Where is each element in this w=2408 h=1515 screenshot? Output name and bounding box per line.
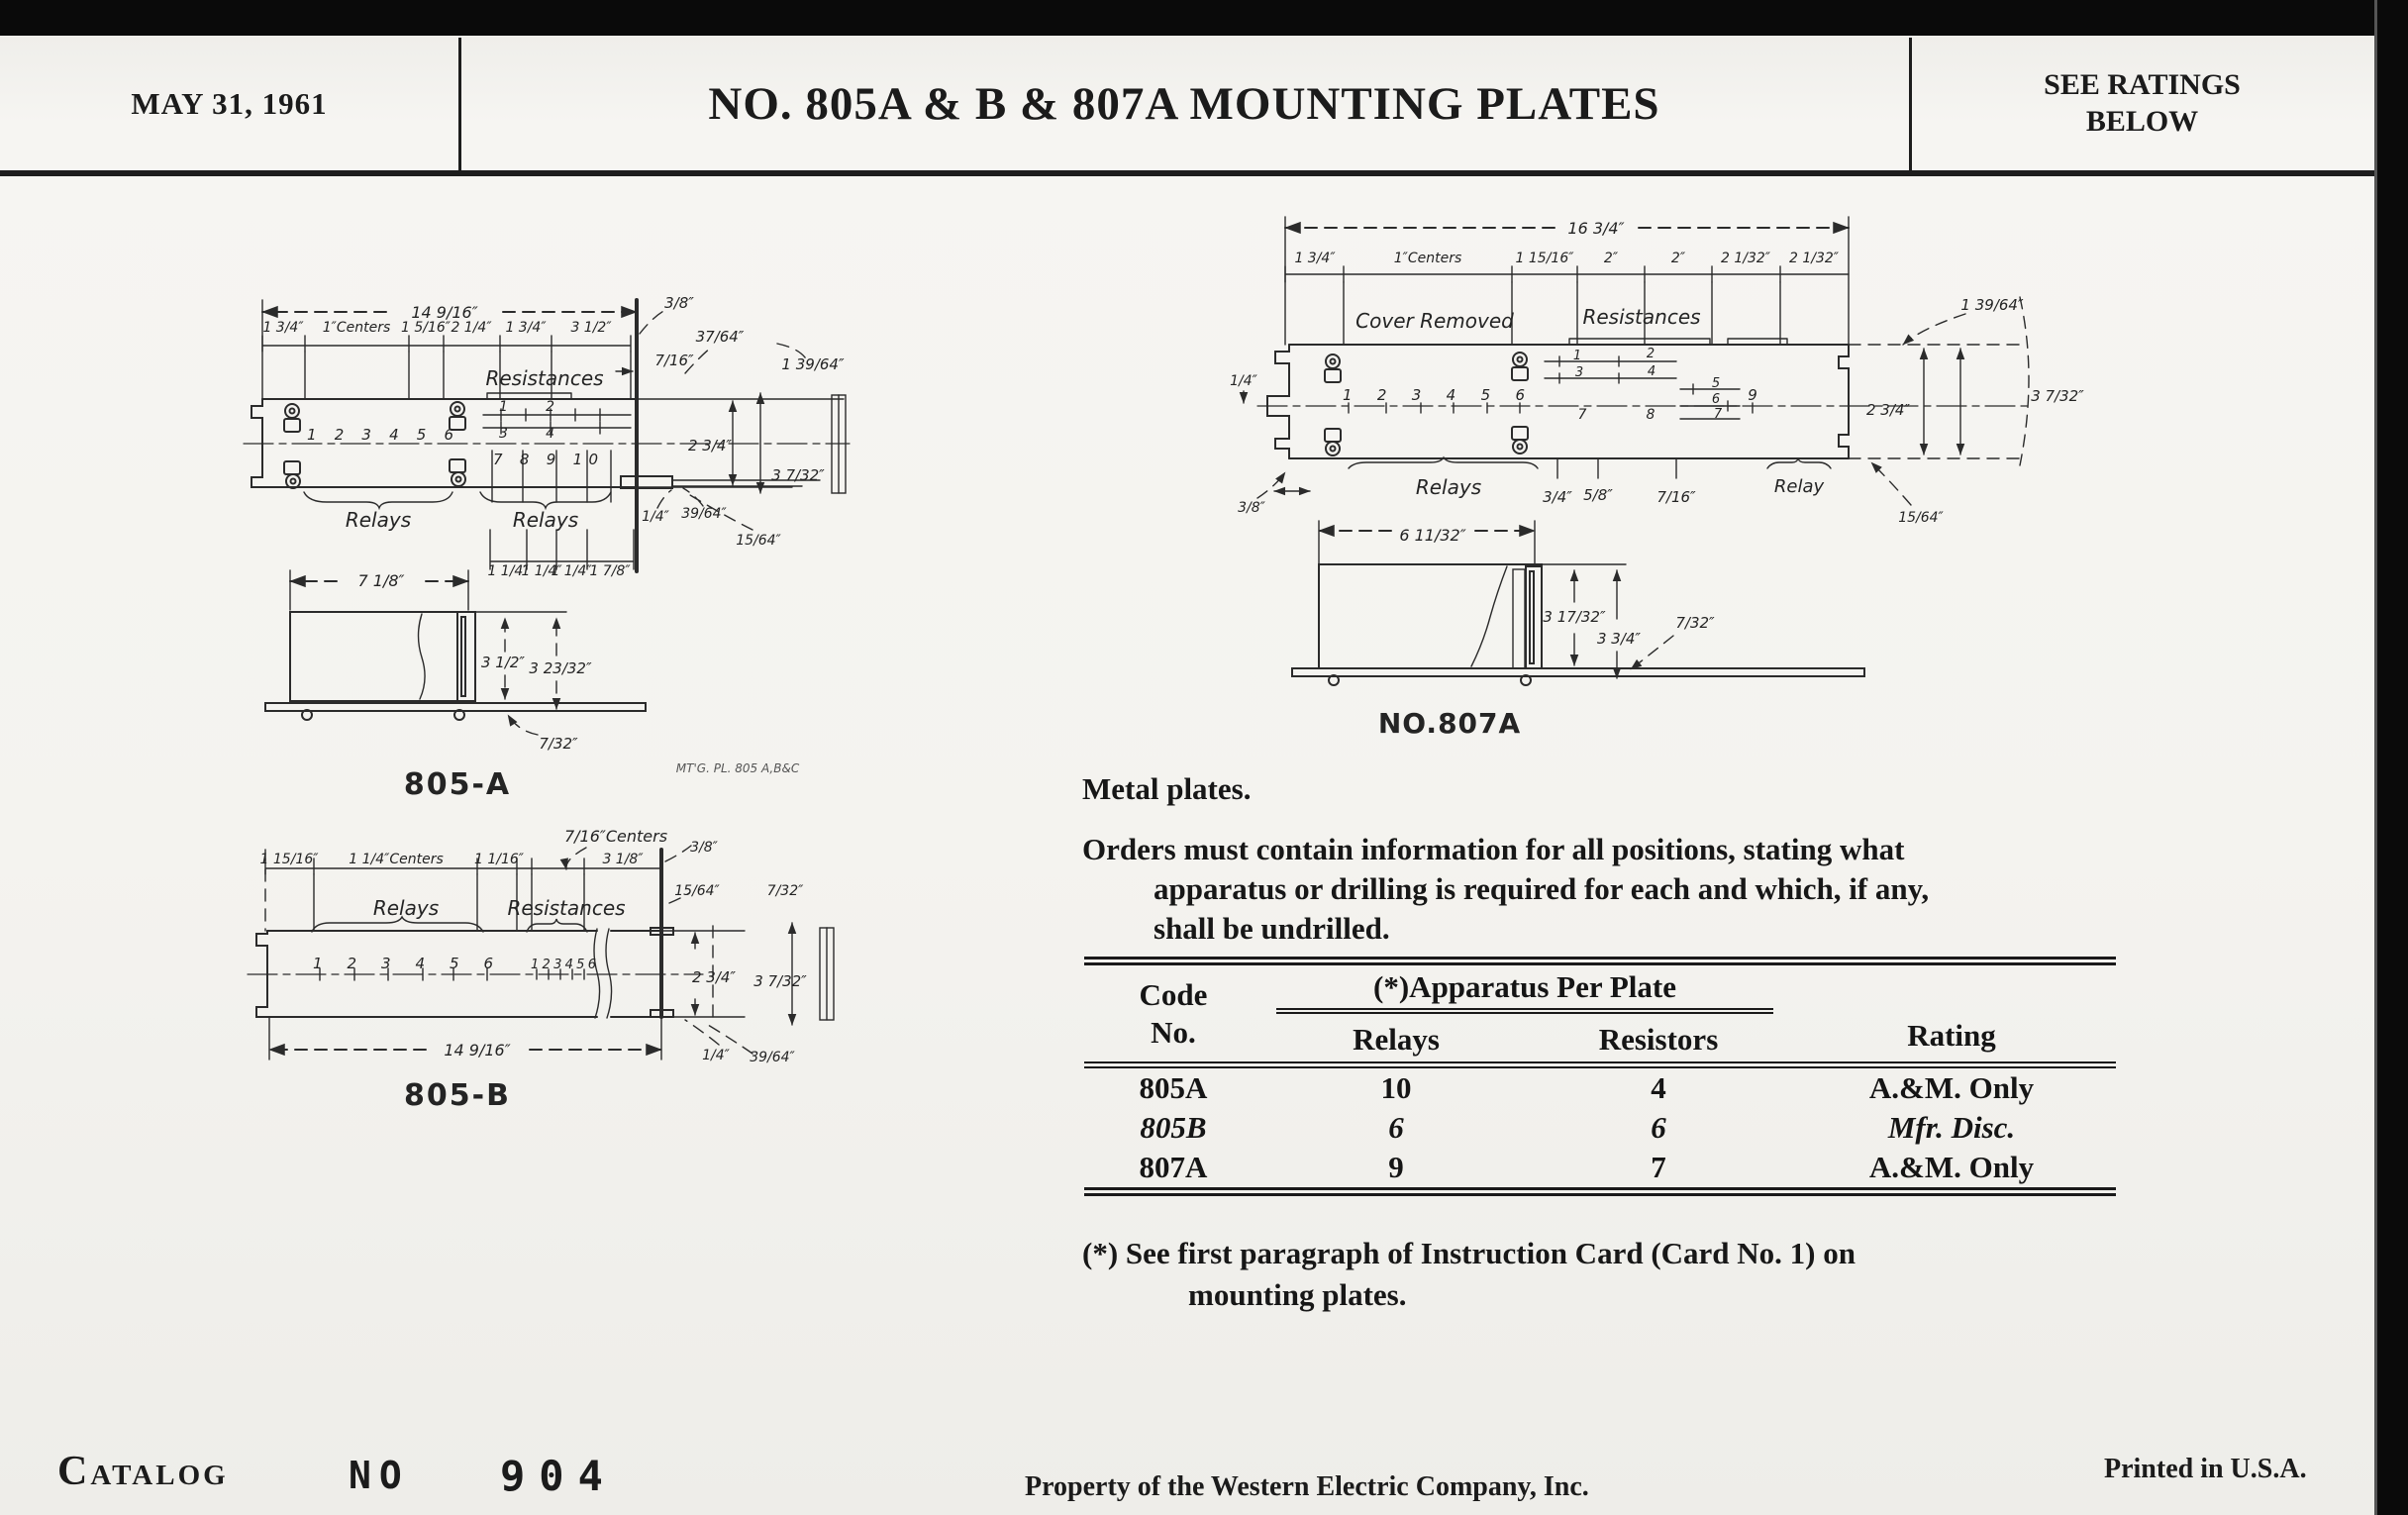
dim-label: 1 3/4″ bbox=[505, 320, 547, 336]
dim-label: 15/64″ bbox=[1898, 510, 1944, 526]
dim-label: 1 39/64″ bbox=[1960, 296, 2024, 314]
col-header-relays: Relays bbox=[1353, 1022, 1440, 1057]
dim-label: 7/16″ bbox=[1656, 488, 1696, 506]
dim-label: 3/4″ bbox=[1543, 488, 1572, 506]
catalog-label: Catalog bbox=[57, 1449, 229, 1494]
dim-label: 3/8″ bbox=[664, 294, 694, 312]
dim-label: 14 9/16″ bbox=[411, 303, 478, 322]
drawing-caption-805b: 805-B bbox=[404, 1078, 511, 1113]
scan-edge-top bbox=[0, 0, 2408, 36]
ratings-table-header bbox=[1084, 961, 2116, 1065]
position-number: 3 bbox=[1574, 365, 1584, 380]
drawing-805b-view bbox=[238, 812, 861, 1129]
section-label-relays: Relays bbox=[512, 508, 579, 532]
section-label-relays: Relays bbox=[1415, 475, 1482, 499]
note-orders-line2: apparatus or drilling is required for each and which, if any, bbox=[1154, 871, 1930, 906]
screw-symbols-805a bbox=[284, 402, 465, 488]
dim-label: 3/8″ bbox=[690, 840, 718, 856]
dim-label: 7/32″ bbox=[766, 883, 804, 899]
dim-label: 3 1/2″ bbox=[480, 654, 526, 671]
position-number: 4 bbox=[1647, 364, 1656, 379]
dim-label: 15/64″ bbox=[736, 533, 781, 549]
dim-label: 2 1/32″ bbox=[1720, 251, 1771, 266]
cell-code: 805B bbox=[1140, 1110, 1207, 1145]
dim-label: 1/4″ bbox=[642, 509, 669, 525]
page-title: NO. 805A & B & 807A MOUNTING PLATES bbox=[708, 78, 1660, 130]
table-row bbox=[1084, 1065, 2116, 1109]
position-numbers: 7 8 9 10 bbox=[493, 451, 598, 468]
dim-label: 2 3/4″ bbox=[691, 968, 737, 986]
note-orders bbox=[1082, 830, 1929, 949]
position-numbers: 1 2 3 4 5 6 bbox=[531, 958, 596, 972]
dim-label: 1 1/16″ bbox=[473, 852, 525, 867]
position-numbers: 1 2 3 4 5 6 bbox=[307, 426, 453, 444]
dim-label: 1″Centers bbox=[1393, 251, 1462, 266]
section-label-relays: Relays bbox=[345, 508, 412, 532]
dim-label: 3 1/8″ bbox=[602, 852, 644, 867]
cell-resistors: 6 bbox=[1651, 1110, 1666, 1145]
ratings-note bbox=[1912, 38, 2372, 168]
cell-rating: A.&M. Only bbox=[1868, 1150, 2035, 1184]
cell-rating: Mfr. Disc. bbox=[1887, 1110, 2016, 1145]
dim-label: 1 3/4″ bbox=[1294, 251, 1336, 266]
position-number: 7 bbox=[1577, 407, 1587, 423]
position-numbers: 3 4 bbox=[499, 426, 554, 442]
dim-label: 37/64″ bbox=[695, 328, 745, 346]
dim-label: 1 15/16″ bbox=[259, 852, 319, 867]
position-number: 1 bbox=[1572, 349, 1582, 363]
section-label-resistances: Resistances bbox=[1582, 305, 1701, 329]
dim-label: 7 1/8″ bbox=[357, 571, 405, 590]
position-number: 2 bbox=[1646, 347, 1656, 361]
dim-label: 1 1/4″Centers bbox=[349, 852, 444, 867]
cell-resistors: 7 bbox=[1651, 1150, 1666, 1184]
drawing-805a-top-view bbox=[238, 282, 861, 594]
dim-label: 3 7/32″ bbox=[2031, 387, 2084, 405]
col-header-code bbox=[1084, 961, 1262, 1065]
dim-label: 1 39/64″ bbox=[781, 355, 845, 373]
dim-label: 6 11/32″ bbox=[1399, 526, 1466, 545]
col-header-resistors: Resistors bbox=[1598, 1022, 1719, 1057]
dim-label: 7/16″ bbox=[654, 352, 694, 369]
drawing-807a-side-view bbox=[1277, 515, 1931, 753]
position-number: 9 bbox=[1748, 386, 1757, 404]
cell-resistors: 4 bbox=[1651, 1070, 1666, 1105]
col-header-rating: Rating bbox=[1907, 1018, 1996, 1053]
dim-label: 1″Centers bbox=[322, 320, 391, 336]
plate-805b-outline bbox=[248, 846, 834, 1060]
dim-label: 2 1/32″ bbox=[1788, 251, 1840, 266]
col-group-apparatus bbox=[1262, 961, 1787, 1019]
ratings-note-line2: BELOW bbox=[2085, 105, 2199, 138]
col-header-code-line1: Code bbox=[1139, 977, 1208, 1013]
dim-label: 15/64″ bbox=[674, 883, 720, 899]
ratings-table bbox=[1084, 957, 2116, 1196]
drawing-caption-805a: 805-A bbox=[403, 767, 512, 802]
dim-label: 2″ bbox=[1670, 251, 1686, 266]
footnote-line1: (*) See first paragraph of Instruction Card (Card No. 1) on bbox=[1082, 1236, 1856, 1270]
cell-rating: A.&M. Only bbox=[1868, 1070, 2035, 1105]
drawing-caption-807a: NO.807A bbox=[1377, 707, 1522, 740]
cell-code: 805A bbox=[1139, 1070, 1208, 1105]
dim-label: 1 1/4″ bbox=[551, 563, 592, 579]
note-orders-line1: Orders must contain information for all positions, stating what bbox=[1082, 832, 1905, 866]
dim-label: 3 7/32″ bbox=[771, 466, 825, 484]
dim-label: 5/8″ bbox=[1583, 486, 1613, 504]
header-bottom-rule bbox=[0, 170, 2374, 176]
col-group-apparatus-label: (*)Apparatus Per Plate bbox=[1276, 969, 1773, 1014]
section-label-relay: Relay bbox=[1773, 476, 1825, 497]
ratings-note-line1: SEE RATINGS bbox=[2044, 67, 2241, 101]
dim-label: 3 23/32″ bbox=[529, 659, 592, 677]
table-row bbox=[1084, 1148, 2116, 1192]
dim-label: 1 3/4″ bbox=[262, 320, 304, 336]
dim-label: 1 1/4″ bbox=[487, 563, 529, 579]
dim-label: 1/4″ bbox=[702, 1048, 730, 1063]
section-label-relays: Relays bbox=[372, 896, 440, 920]
note-orders-line3: shall be undrilled. bbox=[1154, 911, 1390, 946]
cell-relays: 9 bbox=[1388, 1150, 1404, 1184]
position-number: 7 bbox=[1713, 407, 1723, 422]
section-label-resistances: Resistances bbox=[485, 366, 604, 390]
dim-label: 2″ bbox=[1603, 251, 1619, 266]
dim-label: 1/4″ bbox=[1230, 373, 1257, 389]
plate-807a-outline bbox=[1244, 217, 2030, 505]
property-notice: Property of the Western Electric Company, Inc. bbox=[1025, 1471, 1589, 1502]
page-date: MAY 31, 1961 bbox=[131, 86, 328, 121]
cell-relays: 6 bbox=[1388, 1110, 1404, 1145]
table-row bbox=[1084, 1108, 2116, 1148]
dim-label: 14 9/16″ bbox=[444, 1041, 511, 1060]
note-metal-plates: Metal plates. bbox=[1082, 771, 1252, 806]
drawing-805a-side-view bbox=[238, 564, 861, 812]
section-label-resistances: Resistances bbox=[507, 896, 626, 920]
dim-label: 1 1/4″ bbox=[521, 563, 562, 579]
dim-label: 7/16″Centers bbox=[563, 827, 668, 846]
catalog-no-label: NO bbox=[349, 1454, 410, 1497]
dim-label: 39/64″ bbox=[750, 1050, 795, 1065]
dim-label: 3 7/32″ bbox=[753, 972, 807, 990]
side-view-805a-outline bbox=[265, 570, 646, 735]
position-numbers: 1 2 bbox=[499, 399, 554, 415]
dim-label: 7/32″ bbox=[539, 735, 578, 753]
dim-label: 16 3/4″ bbox=[1567, 219, 1625, 238]
drawing-note: MT'G. PL. 805 A,B&C bbox=[675, 761, 800, 775]
catalog-number: 904 bbox=[500, 1452, 617, 1500]
side-view-807a-outline bbox=[1292, 521, 1864, 685]
position-numbers: 1 2 3 4 5 6 bbox=[1343, 386, 1525, 404]
dim-label: 3 1/2″ bbox=[570, 320, 612, 336]
section-label-cover-removed: Cover Removed bbox=[1355, 309, 1514, 333]
dim-label: 1 5/16″ bbox=[400, 320, 452, 336]
position-number: 6 bbox=[1711, 392, 1721, 407]
dim-label: 2 3/4″ bbox=[1865, 401, 1911, 419]
dim-label: 7/32″ bbox=[1675, 614, 1715, 632]
cell-code: 807A bbox=[1139, 1150, 1208, 1184]
dim-label: 2 1/4″ bbox=[451, 320, 492, 336]
dim-label: 3/8″ bbox=[1238, 500, 1265, 516]
dim-label: 2 3/4″ bbox=[687, 437, 733, 454]
scan-edge-right bbox=[2374, 0, 2408, 1515]
printed-notice: Printed in U.S.A. bbox=[2104, 1454, 2307, 1484]
col-header-code-line2: No. bbox=[1151, 1014, 1196, 1050]
dim-label: 3 3/4″ bbox=[1596, 630, 1642, 648]
dim-label: 3 17/32″ bbox=[1543, 608, 1606, 626]
position-number: 5 bbox=[1711, 376, 1721, 391]
dim-label: 1 7/8″ bbox=[589, 563, 631, 579]
dim-label: 39/64″ bbox=[681, 506, 727, 522]
drawing-807a-top-view bbox=[1228, 213, 2099, 540]
position-number: 8 bbox=[1646, 407, 1656, 423]
cell-relays: 10 bbox=[1380, 1070, 1412, 1105]
position-numbers: 1 2 3 4 5 6 bbox=[313, 955, 493, 972]
dim-label: 1 15/16″ bbox=[1515, 251, 1574, 266]
footnote-line2: mounting plates. bbox=[1188, 1277, 1407, 1312]
